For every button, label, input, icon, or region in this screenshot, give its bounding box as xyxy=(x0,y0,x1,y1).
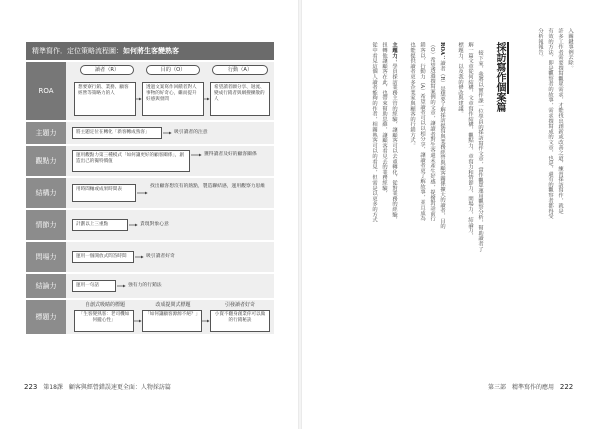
heading-bar xyxy=(507,42,509,94)
left-footer-chapter-title: 顧客與經營錯誤速更全面：人物採訪篇 xyxy=(68,384,171,391)
emotion-box: 計劃以上三重點 xyxy=(72,219,128,231)
right-footer-part: 第三部 xyxy=(488,384,507,391)
label-emotion: 情節力 xyxy=(26,210,66,240)
label-view: 觀點力 xyxy=(26,146,66,176)
para-2: 解一篇文章從何結構，文章寫作結構，觀點力，章寫力和情節力，問場力，結論力， xyxy=(467,42,473,239)
diagram-arrows xyxy=(26,42,274,334)
structure-text: 找出顧客想沒有的熱點，製造聯結感，運用觀察力思維 xyxy=(150,184,266,189)
label-roa: ROA xyxy=(26,62,66,120)
para-4-text: 讀者（R）是想要了解採訪提寫與業務經營與顧客關係擴大的讀者，目的 xyxy=(439,60,445,229)
label-structure: 結構力 xyxy=(26,178,66,208)
diagram-title-prefix: 精準寫作．定位策略流程圖： xyxy=(32,47,123,55)
left-footer xyxy=(24,382,171,391)
positioning-flow-diagram xyxy=(26,42,274,334)
intro-col-1: 入關鍵事例去除。 xyxy=(567,28,573,71)
para-9: 扭轉他讓顧客在此，也帶來幫助思維，讓顧客看見去的業務經驗， xyxy=(381,42,387,196)
label-title: 標題力 xyxy=(26,300,66,334)
diagram-title-main: 如何將生客變熟客 xyxy=(123,47,179,55)
question-text: 吸引讀者好奇 xyxy=(146,254,175,259)
section-title: 採訪寫作個案篇 xyxy=(494,42,505,112)
roa-head-objective: 目的（O） xyxy=(146,65,200,75)
title-box-3: 小資不翻身創業你可以做的行銷秘訣 xyxy=(210,310,270,332)
title-col-head-1: 自創式吸睛的標題 xyxy=(84,302,125,308)
title-col-head-2: 改成提問式標題 xyxy=(155,302,191,308)
para-3: 標題力，以及我的修改與建議。 xyxy=(457,42,463,117)
emotion-text: 責現對象心意 xyxy=(140,222,169,227)
theme-inline-label: 主題力： xyxy=(391,42,397,64)
closing-text: 強有力的行銷法 xyxy=(128,283,162,288)
view-text: 獲得讀者及好的顧客關係 xyxy=(204,152,257,157)
theme-text: 吸引讀者的注意 xyxy=(174,130,208,135)
roa-head-reader: 讀者（R） xyxy=(80,65,134,75)
roa-inline-label: ROA： xyxy=(439,42,445,61)
right-footer xyxy=(488,382,573,391)
title-col-head-3: 引發讀者好奇 xyxy=(224,302,255,308)
para-6: 銷客以，行動力（A）希望讀者可以以相分享，讓讀者更了解故事，並且成為 xyxy=(419,42,425,221)
roa-box-reader: 想要寮行銷、業務、顧客經營等策略力的人 xyxy=(74,82,136,116)
theme-box: 將主題定位在轉化「新客轉成熟客」 xyxy=(72,127,162,139)
para-1: 接下來，我將以實作課一位學員的採訪寫作文章，當作觀眾運用觀察分析，幫助讀者了 xyxy=(477,50,483,252)
label-theme: 主題力 xyxy=(26,122,66,144)
para-4 xyxy=(438,42,445,229)
left-page-number: 223 xyxy=(24,383,38,391)
left-footer-chapter: 第18課 xyxy=(43,384,63,391)
roa-box-objective: 透過文案寫作回饋者對人事物的好奇心，繼而提升好感與發問 xyxy=(142,82,204,116)
right-footer-part-title: 精準寫作的應用 xyxy=(511,384,554,391)
para-7: 也能提供讀者更多企業家與顧客的行銷方式。 xyxy=(409,42,415,148)
para-5: （O）希望透過撰寫案例的文章，讓讀者對生客還未產生好感，提撥對話前行 xyxy=(429,42,435,222)
para-8 xyxy=(390,42,397,222)
para-10: 從中看見這個人讀者能夠的作者，相關熟客可以的看見，但需是以更多的方式 xyxy=(371,42,377,223)
view-box: 運用觀點力第三種模式「如何讓更好的顧客關係」，創造出己的獨特價值 xyxy=(72,150,190,172)
book-gutter xyxy=(298,0,302,429)
label-closing: 結論力 xyxy=(26,274,66,298)
roa-head-action: 行動（A） xyxy=(212,65,268,75)
para-8-text: 學員採訪業務主管的經驗，讓顧客可以去重轉化，從對業務的經驗， xyxy=(391,63,397,223)
intro-col-2: 許多工作者需要撰寫觀眾需求，才能找出創新或改善之道，練習採訪寫作，就是 xyxy=(557,28,563,214)
right-page-number: 222 xyxy=(559,383,574,391)
roa-box-action: 希望讀者願分享、迴流、變成行銷者與網搜擴散的人 xyxy=(210,82,270,116)
title-box-1: 「生客變熟客：老司機如何攏心性」 xyxy=(74,310,134,332)
title-box-2: 「如何讓顧客源源不絕？」 xyxy=(142,310,202,332)
closing-box: 運用一句話 xyxy=(72,280,116,292)
label-question: 問場力 xyxy=(26,242,66,272)
intro-col-3: 有效的方法，即是觀察者的故事，需求撰寫成的文章，也是，還有的觀察者都得受 xyxy=(547,28,553,219)
structure-box: 用時間軸或成果時間表 xyxy=(72,184,136,202)
intro-col-4: 分析報報告。 xyxy=(537,28,543,60)
question-box: 運用一個開放式問答時間 xyxy=(72,251,134,263)
